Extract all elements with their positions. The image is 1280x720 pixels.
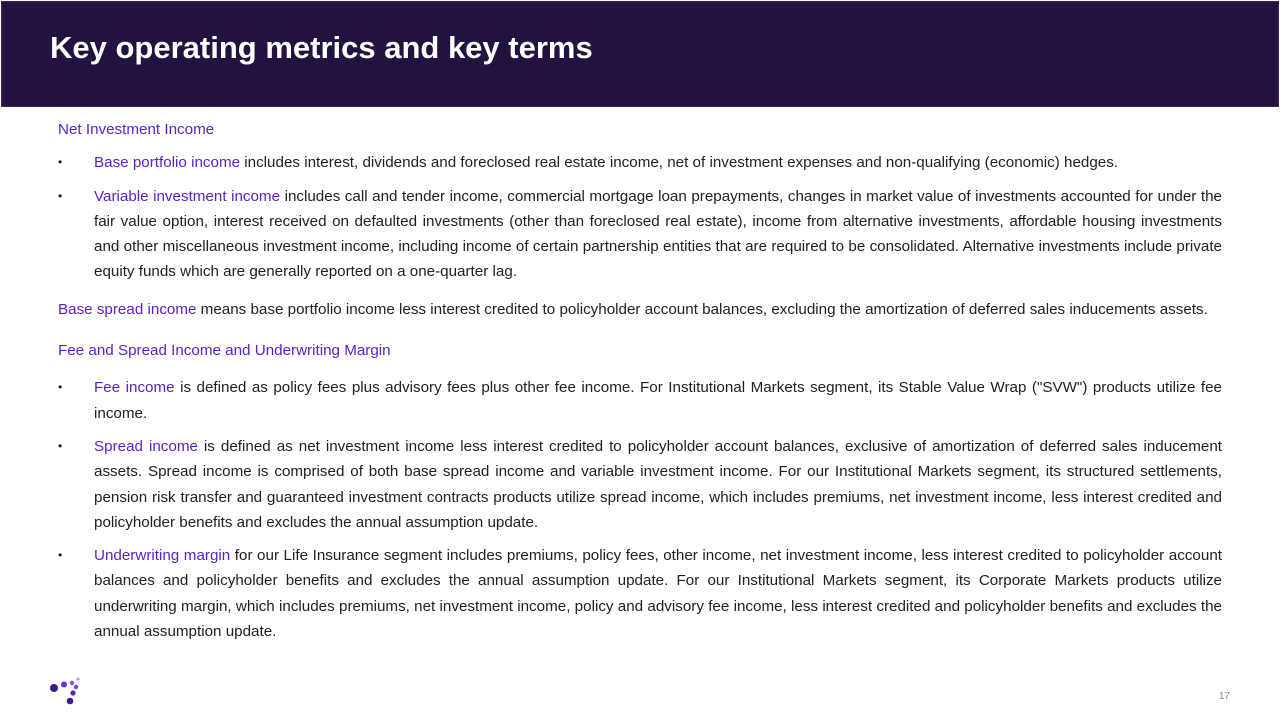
page-number: 17: [1218, 691, 1230, 702]
bullet-item-spread-income: [58, 434, 1222, 535]
bullet-icon: •: [58, 155, 63, 170]
term-spread-income: Spread income: [94, 437, 198, 455]
bullet-item-fee-income: [58, 375, 1222, 426]
term-base-spread-income: Base spread income: [58, 300, 197, 318]
bullet-icon: •: [58, 380, 63, 395]
definition-text: is defined as policy fees plus advisory fees plus other fee income. For Institutional Markets segment, its Stable Value Wrap ("SVW") products utilize fee income.: [94, 379, 1222, 422]
content-area: [58, 117, 1222, 644]
definition-text: includes interest, dividends and foreclosed real estate income, net of investment expenses and non-qualifying (economic) hedges.: [240, 154, 1119, 172]
definition-text: is defined as net investment income less interest credited to policyholder account balances, exclusive of amortization of deferred sales inducement assets. Spread income is comprised of both base spread income and variable investment income. For our Institutional Markets segment, its structured settlements, pension risk transfer and guaranteed investment contracts products utilize spread income, which includes premiums, net investment income, less interest credited and policyholder benefits and excludes the annual assumption update.: [94, 437, 1223, 531]
bullet-item-variable-investment-income: [58, 184, 1222, 285]
bullet-item-underwriting-margin: [58, 543, 1222, 644]
bullet-icon: •: [58, 188, 63, 203]
section-heading-net-investment-income: Net Investment Income: [58, 121, 215, 138]
definition-text: means base portfolio income less interest credited to policyholder account balances, excluding the amortization of deferred sales inducements assets.: [196, 300, 1208, 318]
title-banner: [1, 1, 1279, 107]
section-heading-fee-and-spread-income: Fee and Spread Income and Underwriting Margin: [58, 342, 391, 360]
term-variable-investment-income: Variable investment income: [94, 187, 281, 205]
definition-text: for our Life Insurance segment includes premiums, policy fees, other income, net investment income, less interest credited to policyholder account balances and policyholder benefits and excludes the annual assumption update. For our Institutional Markets segment, its Corporate Markets products utilize underwriting margin, which includes premiums, net investment income, policy and advisory fee income, less interest credited and policyholder benefits and excludes the annual assumption update.: [94, 547, 1222, 641]
bullet-item-base-portfolio-income: [58, 150, 1222, 175]
term-underwriting-margin: Underwriting margin: [94, 547, 231, 565]
company-logo-icon: [48, 676, 84, 706]
paragraph-base-spread-income: [58, 297, 1222, 322]
definition-text: includes call and tender income, commercial mortgage loan prepayments, changes in market value of investments accounted for under the fair value option, interest received on defaulted investments (other than foreclosed real estate), income from alternative investments, affordable housing investments and other miscellaneous investment income, including income of certain partnership entities that are required to be consolidated. Alternative investments include private equity funds which are generally reported on a one-quarter lag.: [94, 187, 1222, 281]
term-base-portfolio-income: Base portfolio income: [94, 154, 241, 172]
term-fee-income: Fee income: [94, 379, 175, 397]
bullet-icon: •: [58, 438, 63, 453]
page-title: Key operating metrics and key terms: [50, 30, 593, 65]
bullet-icon: •: [58, 548, 63, 563]
